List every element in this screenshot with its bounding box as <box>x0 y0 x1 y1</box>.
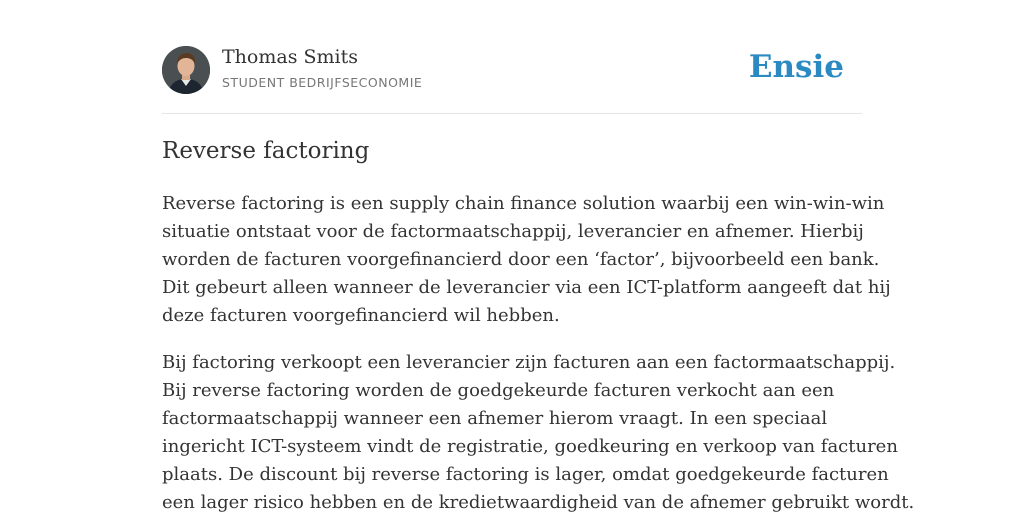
article-page <box>162 0 915 512</box>
paragraph-line: Bij reverse factoring worden de goedgekeurde facturen verkocht aan een <box>162 380 835 401</box>
article-paragraph-1 <box>162 190 891 330</box>
article-title: Reverse factoring <box>162 138 370 164</box>
paragraph-line: een lager risico hebben en de kredietwaardigheid van de afnemer gebruikt wordt. <box>162 492 915 512</box>
article-paragraph-2 <box>162 349 915 512</box>
paragraph-line: Bij factoring verkoopt een leverancier zijn facturen aan een factormaatschappij. <box>162 352 896 373</box>
paragraph-line: plaats. De discount bij reverse factoring is lager, omdat goedgekeurde facturen <box>162 464 889 485</box>
author-header <box>162 0 862 114</box>
paragraph-line: situatie ontstaat voor de factormaatschappij, leverancier en afnemer. Hierbij <box>162 221 864 242</box>
paragraph-line: deze facturen voorgefinancierd wil hebben. <box>162 305 560 326</box>
avatar[interactable] <box>162 46 210 94</box>
paragraph-line: ingericht ICT-systeem vindt de registratie, goedkeuring en verkoop van facturen <box>162 436 898 457</box>
paragraph-line: worden de facturen voorgefinancierd door een ‘factor’, bijvoorbeeld een bank. <box>162 249 880 270</box>
brand-logo[interactable]: Ensie <box>748 49 844 85</box>
paragraph-line: Dit gebeurt alleen wanneer de leverancier via een ICT-platform aangeeft dat hij <box>162 277 891 298</box>
author-name: Thomas Smits <box>222 46 358 68</box>
author-role: STUDENT BEDRIJFSECONOMIE <box>222 75 423 90</box>
paragraph-line: Reverse factoring is een supply chain finance solution waarbij een win-win-win <box>162 193 885 214</box>
paragraph-line: factormaatschappij wanneer een afnemer hierom vraagt. In een speciaal <box>162 408 828 429</box>
avatar-portrait-icon <box>162 46 210 94</box>
